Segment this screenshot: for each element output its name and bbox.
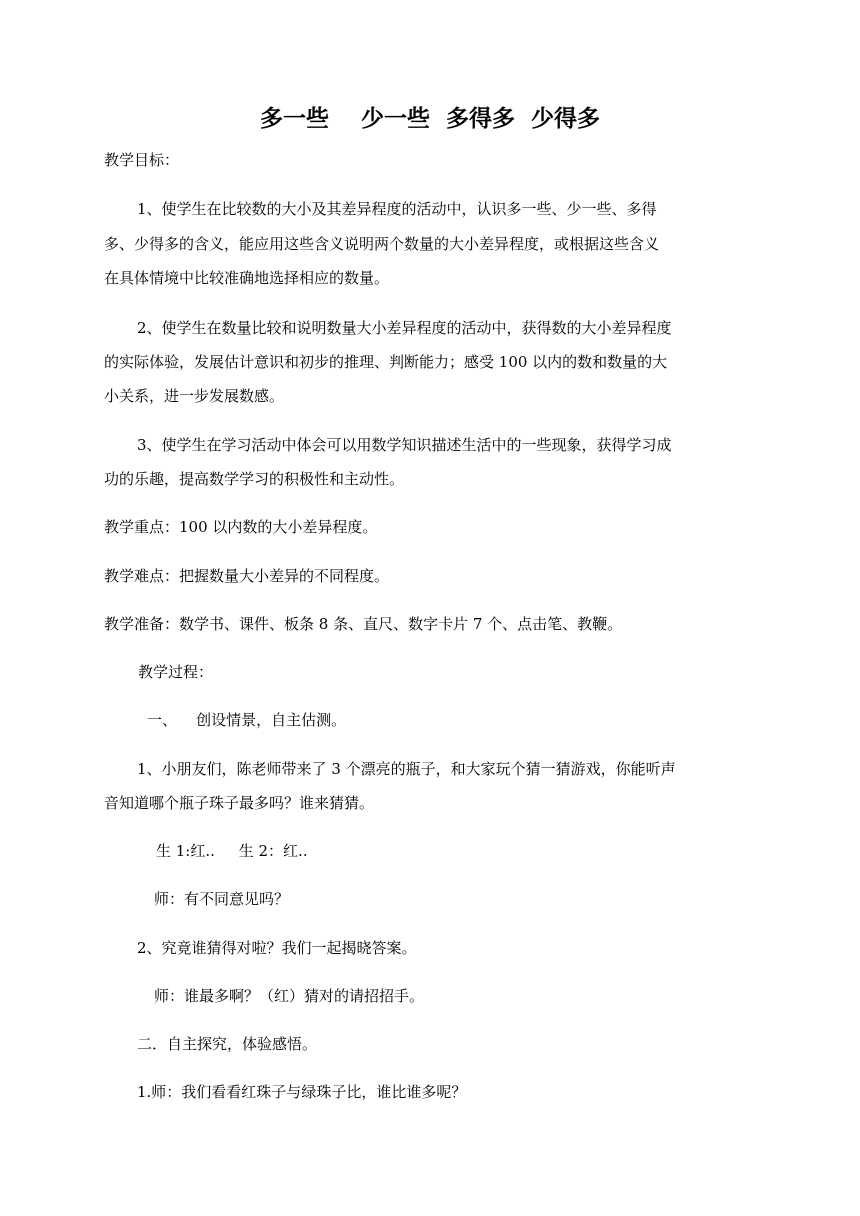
teacher-question-2: 师：谁最多啊？（红）猜对的请招招手。 [154,987,425,1005]
step1-line1: 1、小朋友们，陈老师带来了 3 个漂亮的瓶子，和大家玩个猜一猜游戏，你能听声 [137,760,676,778]
goals-heading: 教学目标： [104,151,180,169]
section2-heading: 二．自主探究，体验感悟。 [137,1035,318,1053]
step1-line2: 音知道哪个瓶子珠子最多吗？谁来猜猜。 [104,794,375,812]
step2: 2、究竟谁猜得对啦？我们一起揭晓答案。 [137,939,417,957]
goal2-line1: 2、使学生在数量比较和说明数量大小差异程度的活动中，获得数的大小差异程度 [137,319,672,337]
student-answers: 生 1:红.. 生 2：红.. [156,842,308,860]
goal1-line3: 在具体情境中比较准确地选择相应的数量。 [104,269,390,287]
difficulty: 教学难点：把握数量大小差异的不同程度。 [104,567,390,585]
key-point: 教学重点：100 以内数的大小差异程度。 [104,518,378,536]
section1-heading: 一、 创设情景，自主估测。 [147,711,347,729]
goal1-line2: 多、少得多的含义，能应用这些含义说明两个数量的大小差异程度，或根据这些含义 [104,235,660,253]
goal3-line2: 功的乐趣，提高数学学习的积极性和主动性。 [104,470,405,488]
process-heading: 教学过程： [138,663,214,681]
goal3-line1: 3、使学生在学习活动中体会可以用数学知识描述生活中的一些现象，获得学习成 [137,436,672,454]
goal2-line2: 的实际体验，发展估计意识和初步的推理、判断能力；感受 100 以内的数和数量的大 [104,353,668,371]
teacher-question-1: 师：有不同意见吗？ [154,890,290,908]
document-title: 多一些 少一些 多得多 少得多 [259,106,601,132]
step3: 1.师：我们看看红珠子与绿珠子比，谁比谁多呢？ [137,1083,467,1101]
preparation: 教学准备：数学书、课件、板条 8 条、直尺、数字卡片 7 个、点击笔、教鞭。 [104,615,623,633]
goal1-line1: 1、使学生在比较数的大小及其差异程度的活动中，认识多一些、少一些、多得 [137,200,657,218]
goal2-line3: 小关系，进一步发展数感。 [104,387,285,405]
